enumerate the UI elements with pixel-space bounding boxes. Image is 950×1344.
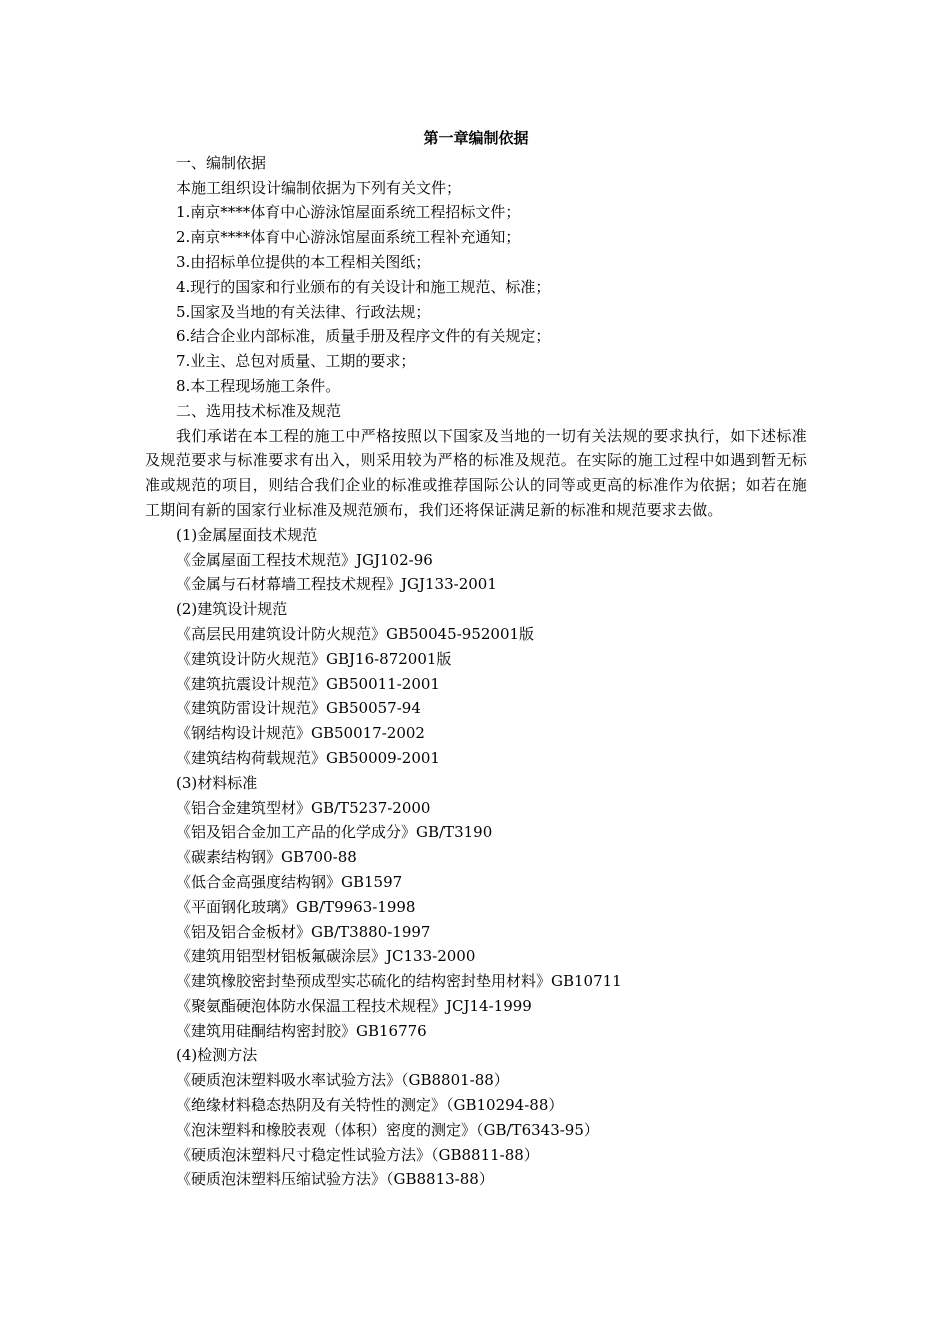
text-line: 《平面钢化玻璃》GB/T9963-1998 [176,897,416,916]
text-line: 7.业主、总包对质量、工期的要求； [176,352,416,371]
text-line: 2.南京****体育中心游泳馆屋面系统工程补充通知； [176,228,521,247]
text-line: 《建筑用硅酮结构密封胶》GB16776 [176,1021,427,1040]
text-line: 4.现行的国家和行业颁布的有关设计和施工规范、标准； [176,277,551,296]
text-line: 《硬质泡沫塑料尺寸稳定性试验方法》（GB8811-88） [176,1145,539,1164]
text-line: 《金属屋面工程技术规范》JGJ102-96 [176,550,433,569]
text-line: 《铝合金建筑型材》GB/T5237-2000 [176,798,431,817]
text-line: 《高层民用建筑设计防火规范》GB50045-952001版 [176,624,535,643]
text-line: 5.国家及当地的有关法律、行政法规； [176,302,431,321]
text-line: 《泡沫塑料和橡胶表观（体积）密度的测定》（GB/T6343-95） [176,1120,599,1139]
text-line: 本施工组织设计编制依据为下列有关文件； [176,178,462,197]
text-line: 6.结合企业内部标准，质量手册及程序文件的有关规定； [176,327,551,346]
text-line: 3.由招标单位提供的本工程相关图纸； [176,252,431,271]
text-line: 《硬质泡沫塑料压缩试验方法》（GB8813-88） [176,1170,494,1189]
text-line: 《建筑用铝型材铝板氟碳涂层》JC133-2000 [176,947,476,966]
text-line: 《聚氨酯硬泡体防水保温工程技术规程》JCJ14-1999 [176,996,532,1015]
chapter-title: 第一章编制依据 [423,129,529,147]
text-line: 《绝缘材料稳态热阴及有关特性的测定》（GB10294-88） [176,1096,564,1115]
text-line: 《建筑抗震设计规范》GB50011-2001 [176,674,440,693]
basis-list [145,151,807,424]
text-line: 《铝及铝合金板材》GB/T3880-1997 [176,922,431,941]
commitment-paragraph: 我们承诺在本工程的施工中严格按照以下国家及当地的一切有关法规的要求执行，如下述标准及规范要求与标准要求有出入，则采用较为严格的标准及规范。在实际的施工过程中如遇到暂无标准或规范的项目，则结合我们企业的标准或推荐国际公认的同等或更高的标准作为依据；如若在施工期间有新的国家行业标准及规范颁布，我们还将保证满足新的标准和规范要求去做。 [145,426,807,519]
text-line: (3)材料标准 [176,773,258,792]
text-line: (2)建筑设计规范 [176,600,288,619]
text-line: 《硬质泡沫塑料吸水率试验方法》（GB8801-88） [176,1071,509,1090]
document-page [145,126,807,1192]
text-line: 8.本工程现场施工条件。 [176,376,341,395]
text-line: 《碳素结构钢》GB700-88 [176,848,357,867]
text-line: 《建筑橡胶密封垫预成型实芯硫化的结构密封垫用材料》GB10711 [176,972,622,991]
text-line: (1)金属屋面技术规范 [176,525,318,544]
text-line: 《建筑设计防火规范》GBJ16-872001版 [176,649,452,668]
text-line: 1.南京****体育中心游泳馆屋面系统工程招标文件； [176,203,521,222]
text-line: 一、编制依据 [176,153,267,172]
text-line: 《钢结构设计规范》GB50017-2002 [176,724,425,743]
text-line: 《建筑结构荷载规范》GB50009-2001 [176,748,440,767]
text-line: 《铝及铝合金加工产品的化学成分》GB/T3190 [176,823,493,842]
text-line: (4)检测方法 [176,1046,258,1065]
text-line: 二、选用技术标准及规范 [176,401,342,420]
text-line: 《金属与石材幕墙工程技术规程》JGJ133-2001 [176,575,497,594]
text-line: 《建筑防雷设计规范》GB50057-94 [176,699,421,718]
standards-list [145,523,807,1193]
text-line: 《低合金高强度结构钢》GB1597 [176,872,403,891]
